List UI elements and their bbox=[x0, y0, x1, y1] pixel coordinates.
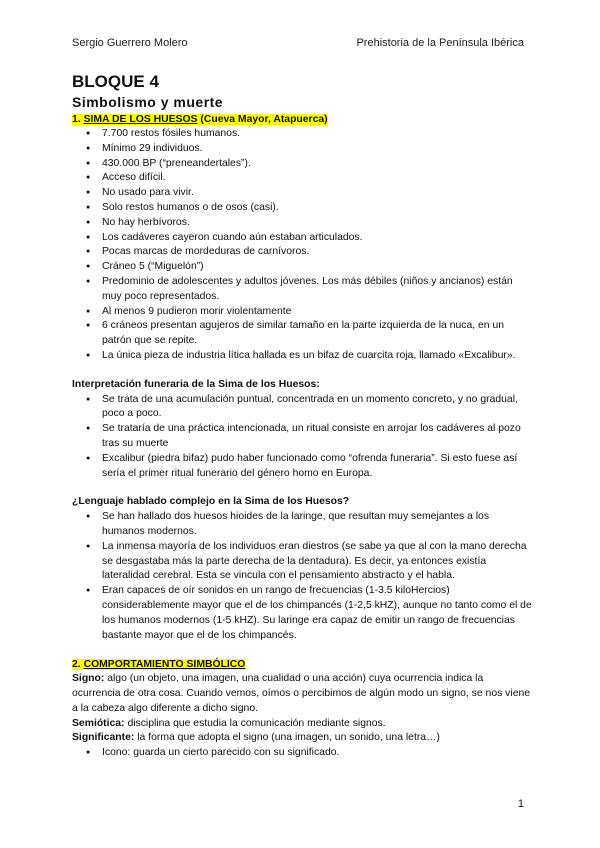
list-item: ● Acceso difícil. bbox=[72, 171, 532, 186]
list-item: ● 7.700 restos fósiles humanos. bbox=[72, 127, 532, 142]
list-item: ● Excalibur (piedra bifaz) pudo haber funcionado como “ofrenda funeraria”. Si esto fuese así sería el primer ritual funerario del género homo en Europa. bbox=[72, 452, 532, 482]
list-item: ● No usado para vivir. bbox=[72, 186, 532, 201]
list-item: ● Al menos 9 pudieron morir violentamente bbox=[72, 305, 532, 320]
section-1-title: SIMA DE LOS HUESOS bbox=[83, 114, 198, 125]
section-1-heading bbox=[72, 112, 532, 127]
signo-paragraph bbox=[72, 672, 532, 716]
section-2-title: COMPORTAMIENTO SIMBÓLICO bbox=[83, 659, 246, 671]
list-item: ● Icono: guarda un cierto parecido con su significado. bbox=[72, 746, 532, 761]
list-item: ● Eran capaces de oír sonidos en un rango de frecuencias (1-3.5 kiloHercios) considerablemente mayor que el de los chimpancés (1-2,5 kHZ), aunque no tanto como el de los humanos modernos (1-5 kHZ). Su laringe era capaz de emitir un rango de frecuencias bastante mayor que el de los chimpancés. bbox=[72, 584, 532, 643]
section-2-number: 2. bbox=[72, 659, 81, 671]
list-item: ● Los cadáveres cayeron cuando aún estaban articulados. bbox=[72, 231, 532, 246]
list-item: ● Predominio de adolescentes y adultos jóvenes. Los más débiles (niños y ancianos) están muy poco representados. bbox=[72, 275, 532, 305]
list-item: ● Pocas marcas de mordeduras de carnívoros. bbox=[72, 245, 532, 260]
semiotica-definition: disciplina que estudia la comunicación mediante signos. bbox=[127, 717, 386, 729]
list-item: ● Se han hallado dos huesos hioides de la laringe, que resultan muy semejantes a los humanos modernos. bbox=[72, 510, 532, 540]
page-title: BLOQUE 4 bbox=[72, 72, 159, 91]
page-number: 1 bbox=[517, 798, 524, 810]
section-1-highlight bbox=[72, 114, 328, 125]
section-1-location: (Cueva Mayor, Atapuerca) bbox=[200, 114, 328, 125]
list-item: ● La única pieza de industria lítica hallada es un bifaz de cuarcita roja, llamado «Excalibur». bbox=[72, 349, 532, 364]
section-2-highlight bbox=[72, 659, 245, 670]
significante-definition: la forma que adopta el signo (una imagen, un sonido, una letra…) bbox=[137, 732, 440, 744]
list-item: ● Mínimo 29 individuos. bbox=[72, 142, 532, 157]
page-content bbox=[72, 72, 532, 761]
spacer bbox=[72, 643, 532, 657]
list-item: ● 430.000 BP (“preneandertales”). bbox=[72, 157, 532, 172]
interpretation-heading: Interpretación funeraria de la Sima de los Huesos: bbox=[72, 378, 320, 390]
semiotica-term: Semiótica: bbox=[72, 717, 125, 729]
list-item: ● Solo restos humanos o de osos (casi). bbox=[72, 201, 532, 216]
list-item: ● No hay herbívoros. bbox=[72, 216, 532, 231]
language-heading: ¿Lenguaje hablado complejo en la Sima de los Huesos? bbox=[72, 496, 350, 508]
semiotica-paragraph bbox=[72, 717, 532, 732]
significante-term: Significante: bbox=[72, 732, 135, 744]
page-subtitle: Simbolismo y muerte bbox=[72, 94, 224, 110]
list-item: ● Cráneo 5 (“Miguelón”) bbox=[72, 260, 532, 275]
section-2-list bbox=[72, 746, 532, 761]
signo-term: Signo: bbox=[72, 673, 105, 685]
section-1-number: 1. bbox=[72, 114, 81, 125]
header-course: Prehistoria de la Península Ibérica bbox=[356, 37, 524, 49]
list-item: ● Se trata de una acumulación puntual, concentrada en un momento concreto, y no gradual, poco a poco. bbox=[72, 393, 532, 423]
section-1-list bbox=[72, 127, 532, 364]
signo-definition: algo (un objeto, una imagen, una cualidad o una acción) cuya ocurrencia indica la ocurrencia de otra cosa. Cuando vemos, oímos o percibimos de algún modo un signo, se nos viene a la cabeza algo diferente a dicho signo. bbox=[72, 673, 531, 714]
header-author: Sergio Guerrero Molero bbox=[72, 37, 188, 49]
list-item: ● Se trataría de una práctica intencionada, un ritual consiste en arrojar los cadáveres al pozo tras su muerte bbox=[72, 422, 532, 452]
list-item: ● 6 cráneos presentan agujeros de similar tamaño en la parte izquierda de la nuca, en un patrón que se repite. bbox=[72, 319, 532, 349]
language-list bbox=[72, 510, 532, 643]
list-item: ● La inmensa mayoría de los individuos eran diestros (se sabe ya que al con la mano derecha se desgastaba más la parte derecha de la dentadura). Es decir, ya entonces existía lateralidad cerebral. Esta se vincula con el pensamiento abstracto y el habla. bbox=[72, 540, 532, 584]
spacer bbox=[72, 481, 532, 495]
section-2-heading bbox=[72, 657, 532, 672]
spacer bbox=[72, 364, 532, 378]
significante-paragraph bbox=[72, 731, 532, 746]
interpretation-list bbox=[72, 393, 532, 482]
